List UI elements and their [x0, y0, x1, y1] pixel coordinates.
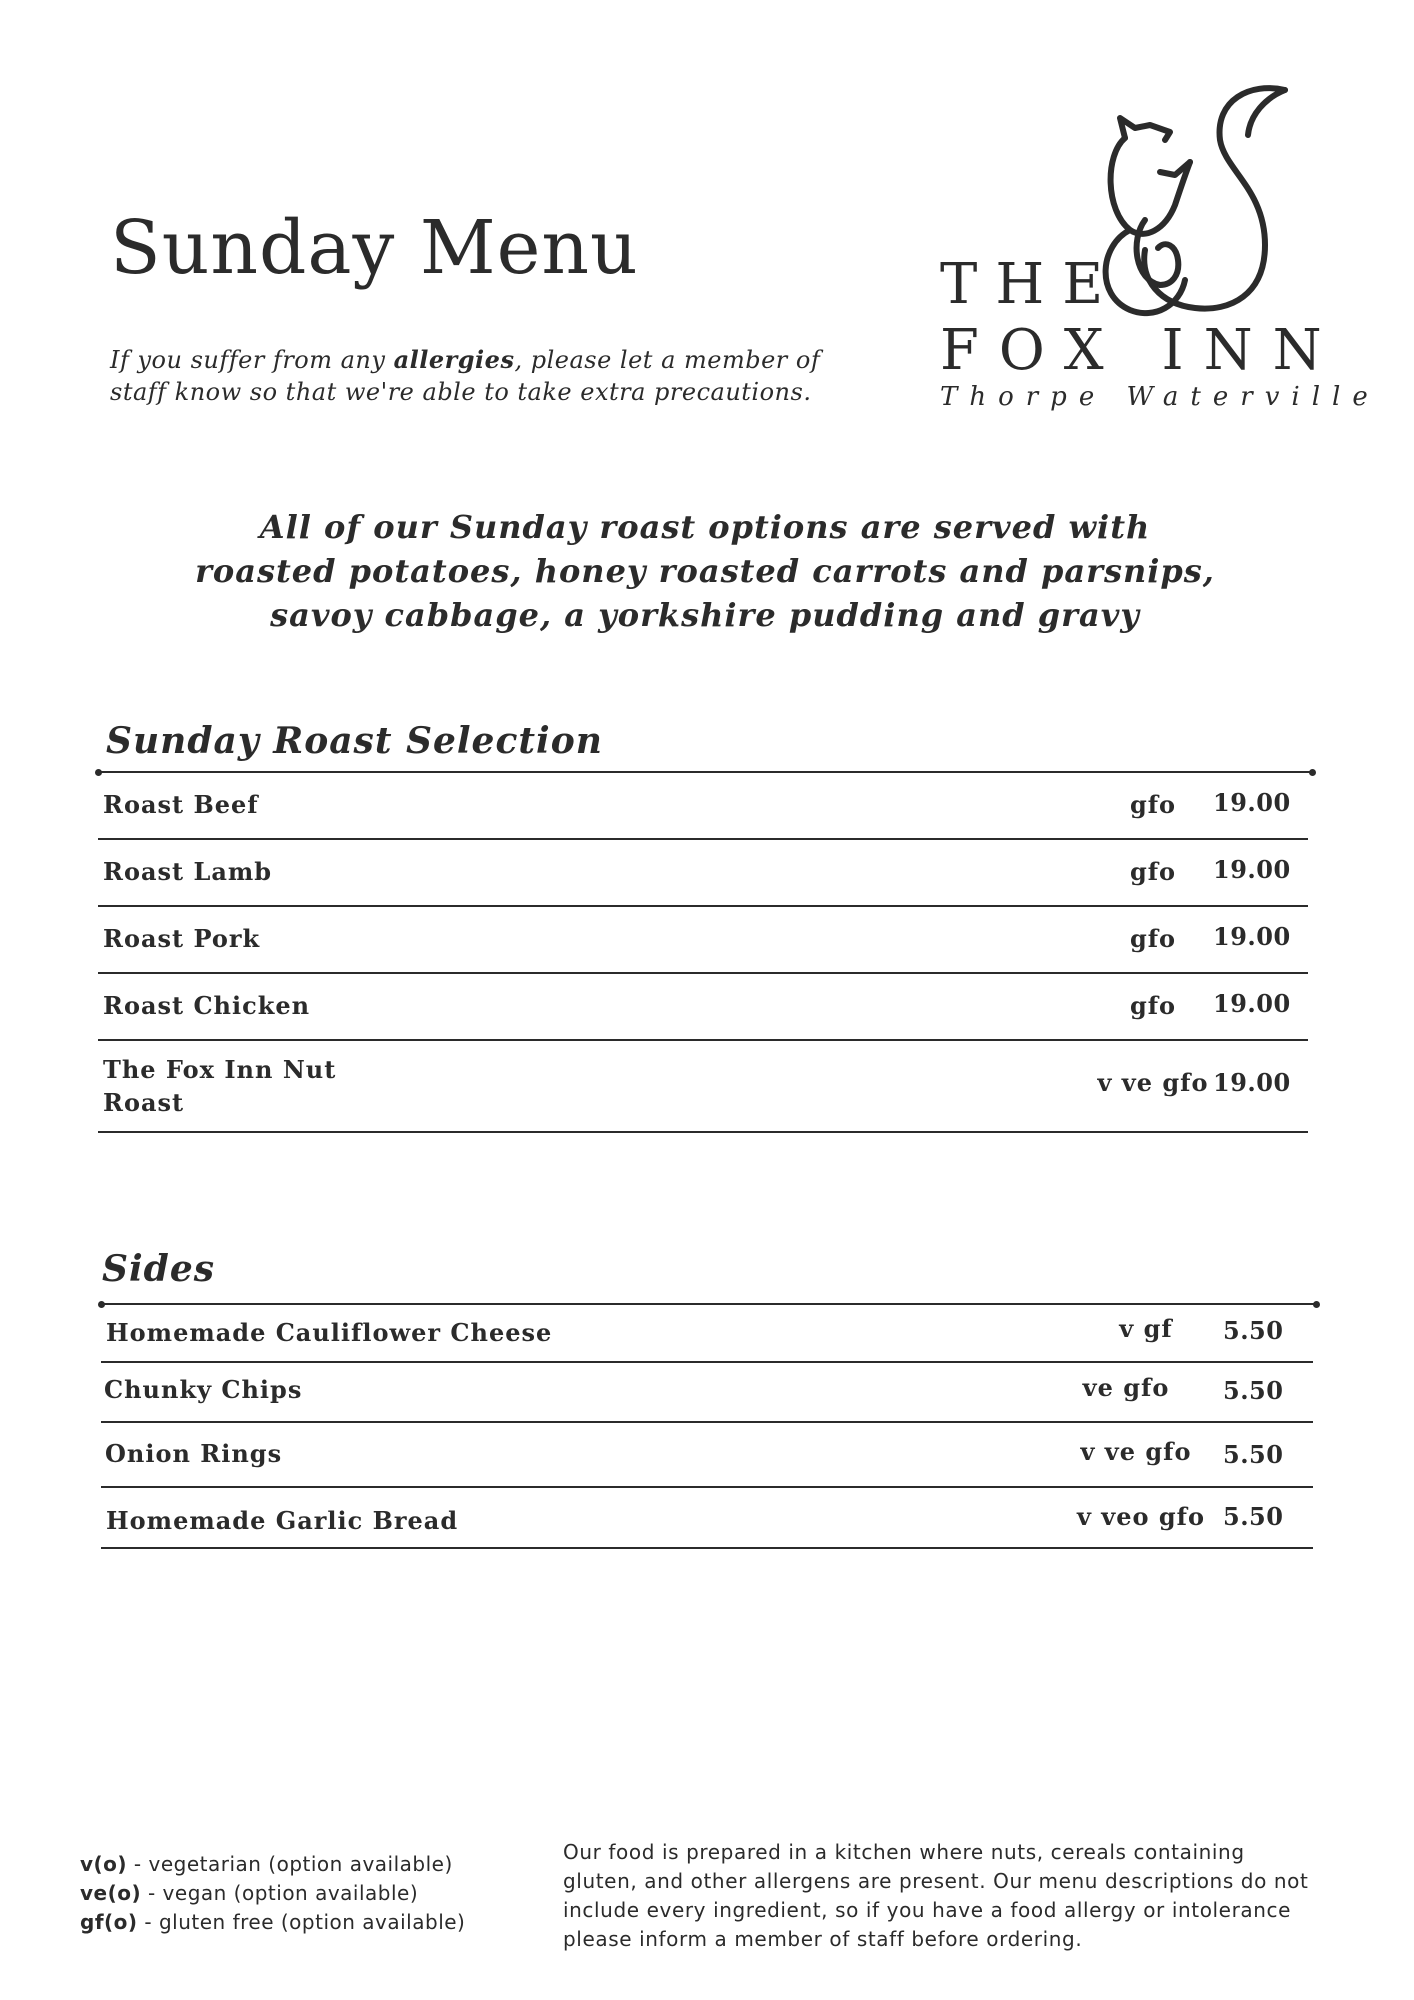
menu-item-diet: v gf — [1119, 1314, 1173, 1343]
menu-row — [98, 907, 1308, 974]
legend-item — [80, 1879, 465, 1908]
menu-row — [101, 1423, 1313, 1488]
menu-item-name: The Fox Inn Nut Roast — [103, 1055, 337, 1117]
menu-row — [101, 1488, 1313, 1549]
menu-item-diet: v ve gfo — [1080, 1437, 1192, 1466]
legend-key: ve(o) — [80, 1881, 142, 1905]
menu-item-diet: v veo gfo — [1077, 1502, 1205, 1531]
allergy-notice — [110, 344, 830, 408]
legend-desc: - vegan (option available) — [141, 1881, 419, 1905]
menu-item-diet: gfo — [1129, 857, 1177, 886]
menu-item-name: Roast Pork — [103, 924, 261, 953]
menu-item-name: Onion Rings — [105, 1439, 283, 1468]
menu-item-diet: ve gfo — [1082, 1373, 1170, 1402]
menu-item-price: 5.50 — [1223, 1440, 1284, 1469]
legend-key: gf(o) — [80, 1910, 138, 1934]
dietary-legend — [80, 1850, 465, 1937]
menu-row — [101, 1363, 1313, 1423]
menu-item-name: Roast Beef — [103, 790, 259, 819]
legend-item — [80, 1908, 465, 1937]
menu-item-name: Homemade Cauliflower Cheese — [106, 1318, 553, 1347]
menu-row — [98, 840, 1308, 907]
menu-item-price: 5.50 — [1223, 1316, 1284, 1345]
menu-item-price: 19.00 — [1213, 922, 1291, 951]
menu-item-name: Roast Chicken — [103, 991, 311, 1020]
divider-dot — [1313, 1301, 1320, 1308]
page-title: Sunday Menu — [110, 205, 639, 291]
menu-item-name: Chunky Chips — [104, 1375, 303, 1404]
allergy-notice-prefix: If you suffer from any — [110, 346, 394, 374]
menu-row — [98, 1041, 1308, 1133]
legend-desc: - vegetarian (option available) — [127, 1852, 453, 1876]
menu-row — [98, 974, 1308, 1041]
legend-key: v(o) — [80, 1852, 128, 1876]
logo-wordmark-the: THE — [940, 252, 1122, 317]
menu-item-diet: gfo — [1129, 790, 1177, 819]
menu-item-diet: gfo — [1129, 991, 1177, 1020]
allergy-notice-suffix: , please let a member of staff know so that we're able to take extra precautions. — [110, 346, 821, 406]
logo-wordmark-fox-inn: FOX INN — [940, 318, 1342, 383]
menu-item-price: 5.50 — [1223, 1376, 1284, 1405]
allergy-notice-bold: allergies — [393, 345, 515, 374]
menu-item-diet: gfo — [1129, 924, 1177, 953]
divider-dot — [1309, 769, 1316, 776]
menu-row — [98, 773, 1308, 840]
menu-item-price: 19.00 — [1213, 1068, 1291, 1097]
menu-item-name: Homemade Garlic Bread — [106, 1506, 459, 1535]
sides-section-title: Sides — [102, 1248, 216, 1290]
logo-location: Thorpe Waterville — [940, 382, 1380, 412]
menu-item-price: 5.50 — [1223, 1502, 1284, 1531]
legend-item — [80, 1850, 465, 1879]
legend-desc: - gluten free (option available) — [137, 1910, 466, 1934]
menu-item-price: 19.00 — [1213, 788, 1291, 817]
roast-section-title: Sunday Roast Selection — [106, 720, 603, 762]
menu-item-diet: v ve gfo — [1097, 1068, 1209, 1097]
menu-item-name: Roast Lamb — [103, 857, 273, 886]
served-with-note: All of our Sunday roast options are served with roasted potatoes, honey roasted carrots and parsnips, savoy cabbage, a yorkshire pudding and gravy — [195, 508, 1215, 634]
menu-item-price: 19.00 — [1213, 855, 1291, 884]
allergen-disclaimer: Our food is prepared in a kitchen where nuts, cereals containing gluten, and other allergens are present. Our menu descriptions do not include every ingredient, so if you have a food allergy or intolerance please inform a member of staff before ordering. — [563, 1840, 1309, 1951]
menu-row — [101, 1305, 1313, 1363]
menu-item-price: 19.00 — [1213, 989, 1291, 1018]
